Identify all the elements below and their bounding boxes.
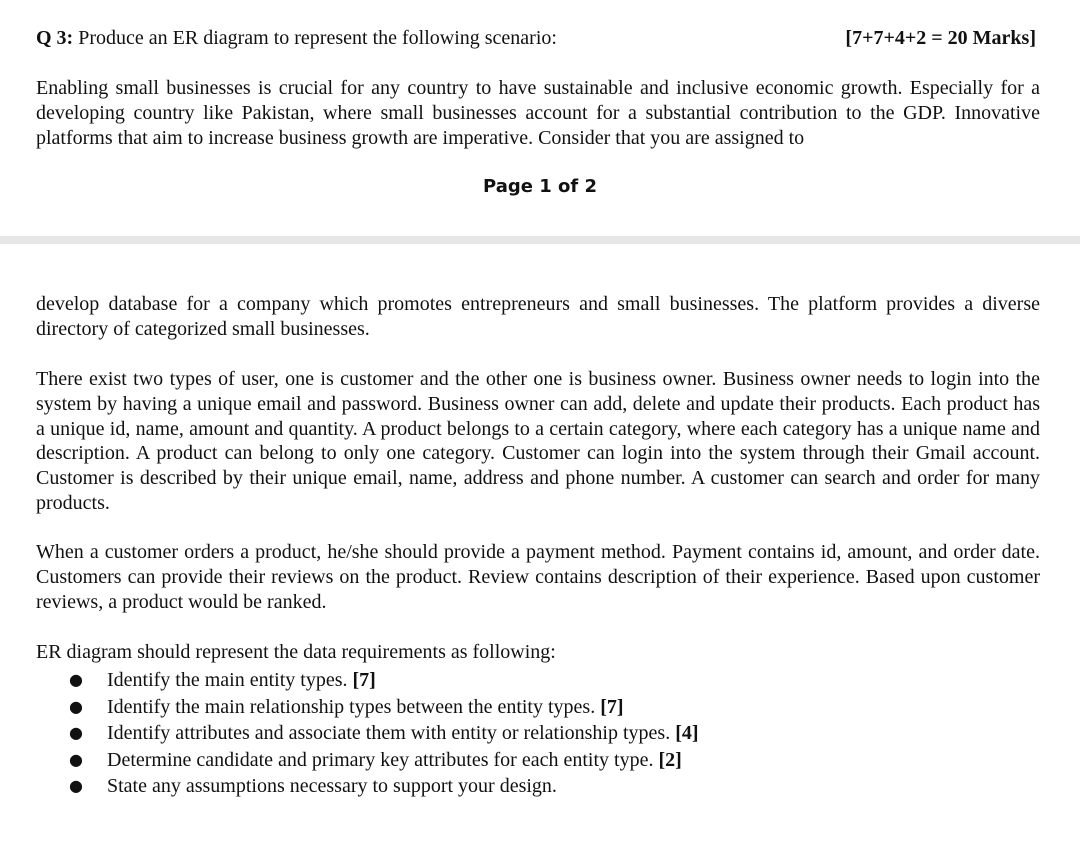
payment-paragraph: When a customer orders a product, he/she should provide a payment method. Payment contains id, amount, and order date. Customers can provide their reviews on the product. Review contains description of their experience. Based upon customer reviews, a product would be ranked.	[36, 541, 1040, 613]
list-item	[36, 720, 1036, 747]
requirement-mark: [7]	[600, 695, 624, 718]
bullet-icon: ●	[69, 723, 83, 742]
page-1	[0, 0, 1080, 236]
bullet-icon: ●	[69, 749, 83, 769]
continuation-paragraph: develop database for a company which promotes entrepreneurs and small businesses. The platform provides a diverse directory of categorized small businesses.	[36, 293, 1040, 340]
list-item	[36, 694, 1036, 721]
requirement-text: Determine candidate and primary key attributes for each entity type.	[107, 748, 654, 771]
bullet-icon: ●	[69, 670, 83, 689]
question-prompt: Produce an ER diagram to represent the following scenario:	[78, 27, 557, 49]
requirement-text: Identify attributes and associate them with entity or relationship types.	[107, 722, 671, 744]
users-paragraph: There exist two types of user, one is customer and the other one is business owner. Business owner needs to login into the system by having a unique email and password. Business owner can add, delete and update their products. Each product has a unique id, name, amount and quantity. A product belongs to a certain category, where each category has a unique name and description. A product can belong to only one category. Customer can login into the system through their Gmail account. Customer is described by their unique email, name, address and phone number. A customer can search and order for many products.	[36, 368, 1040, 514]
requirement-mark: [7]	[352, 669, 376, 691]
question-heading	[36, 25, 1036, 51]
bullet-icon: ●	[69, 696, 83, 716]
question-marks: [7+7+4+2 = 20 Marks]	[845, 27, 1036, 49]
requirement-text: Identify the main entity types.	[107, 669, 348, 691]
list-item	[36, 747, 1036, 774]
intro-paragraph: Enabling small businesses is crucial for any country to have sustainable and inclusive economic growth. Especially for a developing country like Pakistan, where small businesses account for a substantial contribution to the GDP. Innovative platforms that aim to increase business growth are imperative. Consider that you are assigned to	[36, 77, 1040, 149]
requirement-text: State any assumptions necessary to support your design.	[107, 775, 557, 797]
requirement-mark: [2]	[658, 748, 682, 771]
list-item	[36, 773, 1036, 800]
requirements-list	[36, 667, 1036, 800]
question-number: Q 3:	[36, 27, 74, 49]
bullet-icon: ●	[69, 776, 83, 795]
list-item	[36, 667, 1036, 694]
requirements-intro: ER diagram should represent the data requirements as following:	[36, 641, 556, 663]
requirement-text: Identify the main relationship types between the entity types.	[107, 695, 596, 718]
page-2	[0, 244, 1080, 854]
page-footer: Page 1 of 2	[483, 176, 597, 197]
page-separator	[0, 236, 1080, 244]
requirement-mark: [4]	[675, 722, 699, 744]
